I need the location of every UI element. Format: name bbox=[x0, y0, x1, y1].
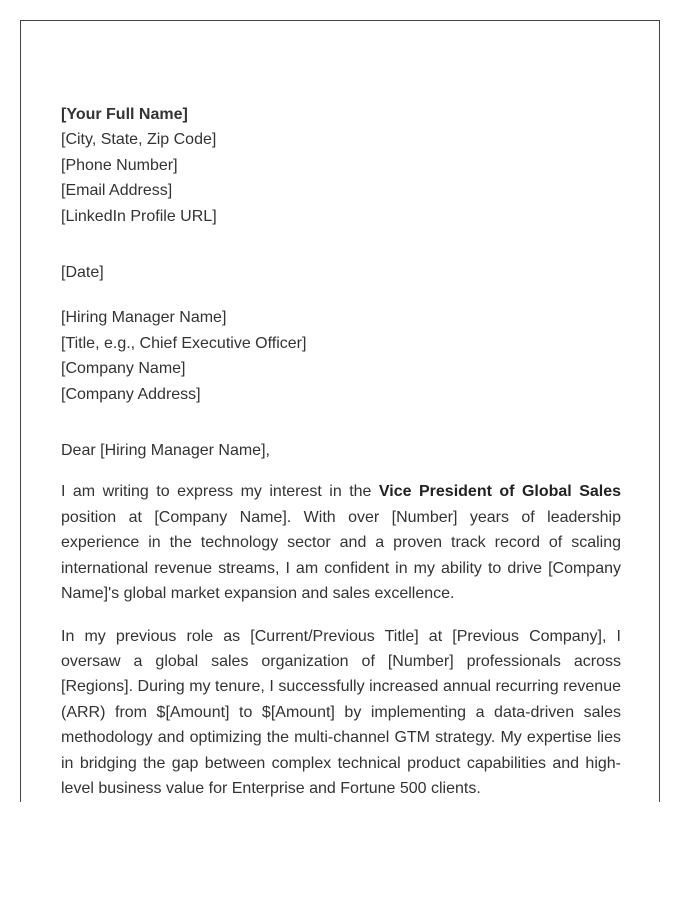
sender-phone: [Phone Number] bbox=[61, 156, 178, 174]
recipient-title: [Title, e.g., Chief Executive Officer] bbox=[61, 334, 307, 352]
sender-linkedin: [LinkedIn Profile URL] bbox=[61, 207, 217, 225]
sender-email: [Email Address] bbox=[61, 182, 173, 200]
sender-full-name: [Your Full Name] bbox=[61, 106, 188, 123]
sender-block bbox=[61, 102, 621, 229]
paragraph-1-rest: position at [Company Name]. With over [Number] years of leadership experience in the technology sector and a proven track record of scaling international revenue streams, I am confident in my ability to drive [Company Name]'s global market expansion and sales excellence. bbox=[61, 508, 621, 603]
letter-page bbox=[20, 20, 660, 802]
role-title: Vice President of Global Sales bbox=[378, 483, 621, 501]
recipient-name: [Hiring Manager Name] bbox=[61, 309, 227, 327]
salutation: Dear [Hiring Manager Name], bbox=[61, 442, 270, 460]
letter-date: [Date] bbox=[61, 264, 104, 282]
letter-content bbox=[61, 102, 621, 802]
recipient-company: [Company Name] bbox=[61, 360, 186, 378]
body-paragraph-1 bbox=[61, 479, 621, 606]
recipient-block bbox=[61, 305, 621, 407]
date-block bbox=[61, 260, 621, 285]
paragraph-1-intro: I am writing to express my interest in the bbox=[61, 483, 379, 501]
recipient-address: [Company Address] bbox=[61, 385, 201, 403]
salutation-block bbox=[61, 438, 621, 463]
sender-city-state-zip: [City, State, Zip Code] bbox=[61, 131, 217, 149]
body-paragraph-2: In my previous role as [Current/Previous Title] at [Previous Company], I oversaw a global sales organization of [Number] professionals across [Regions]. During my tenure, I successfully increased annual recurring revenue (ARR) from $[Amount] to $[Amount] by implementing a data-driven sales methodology and optimizing the multi-channel GTM strategy. My expertise lies in bridging the gap between complex technical product capabilities and high-level business value for Enterprise and Fortune 500 clients. bbox=[61, 627, 621, 797]
